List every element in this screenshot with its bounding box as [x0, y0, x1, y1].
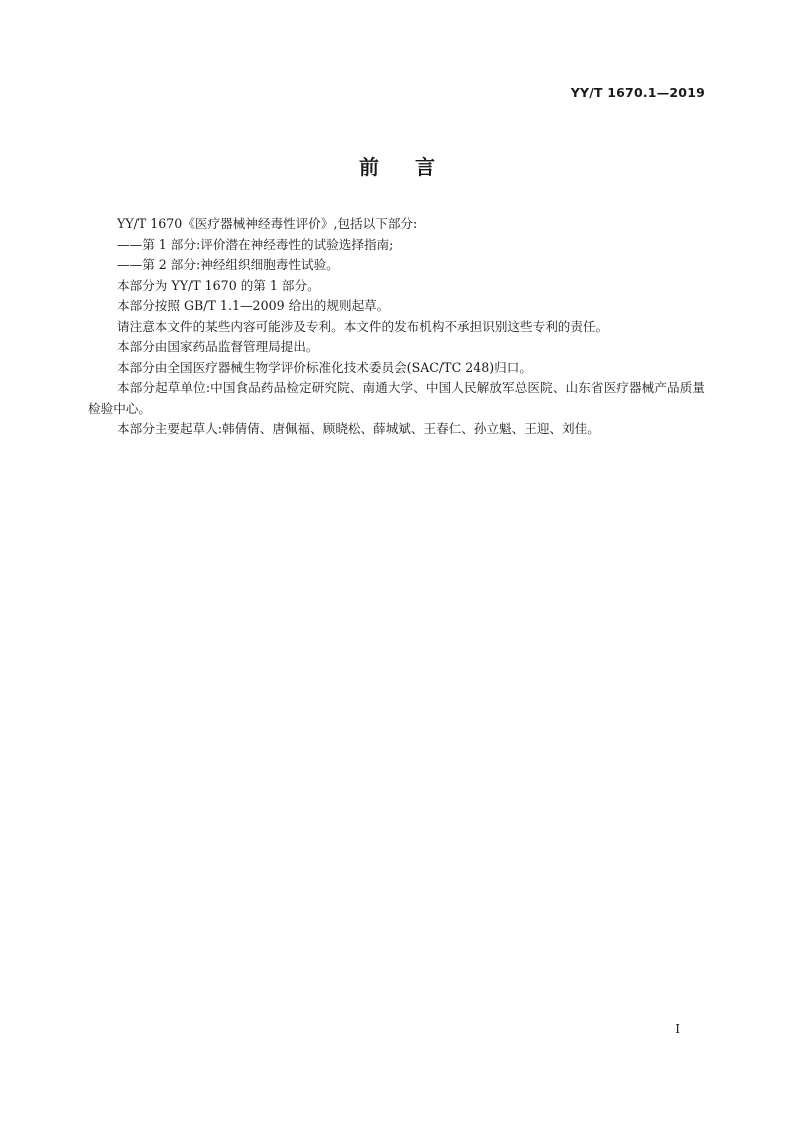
paragraph-part-2: ——第 2 部分:神经组织细胞毒性试验。 [117, 257, 339, 272]
paragraph-drafting-rules: 本部分按照 GB/T 1.1—2009 给出的规则起草。 [117, 298, 390, 313]
title-char-1: 前 [359, 155, 379, 179]
page-number: I [675, 1022, 680, 1036]
title-char-2: 言 [415, 155, 435, 179]
foreword-body [88, 214, 705, 440]
paragraph-this-part: 本部分为 YY/T 1670 的第 1 部分。 [117, 277, 320, 293]
paragraph-drafting-units: 本部分起草单位:中国食品药品检定研究院、南通大学、中国人民解放军总医院、山东省医疗器械产品质量检验中心。 [88, 380, 705, 416]
page-title [0, 151, 794, 180]
paragraph-part-1: ——第 1 部分:评价潜在神经毒性的试验选择指南; [117, 236, 394, 252]
standard-code: YY/T 1670.1—2019 [570, 85, 705, 100]
paragraph-patent-notice: 请注意本文件的某些内容可能涉及专利。本文件的发布机构不承担识别这些专利的责任。 [117, 318, 609, 334]
paragraph-parts-intro: YY/T 1670《医疗器械神经毒性评价》,包括以下部分: [117, 216, 418, 231]
paragraph-main-drafters: 本部分主要起草人:韩倩倩、唐佩福、顾晓松、薛城斌、王春仁、孙立魁、王迎、刘佳。 [117, 421, 600, 436]
paragraph-under-jurisdiction: 本部分由全国医疗器械生物学评价标准化技术委员会(SAC/TC 248)归口。 [117, 359, 532, 375]
paragraph-proposed-by: 本部分由国家药品监督管理局提出。 [117, 339, 319, 354]
